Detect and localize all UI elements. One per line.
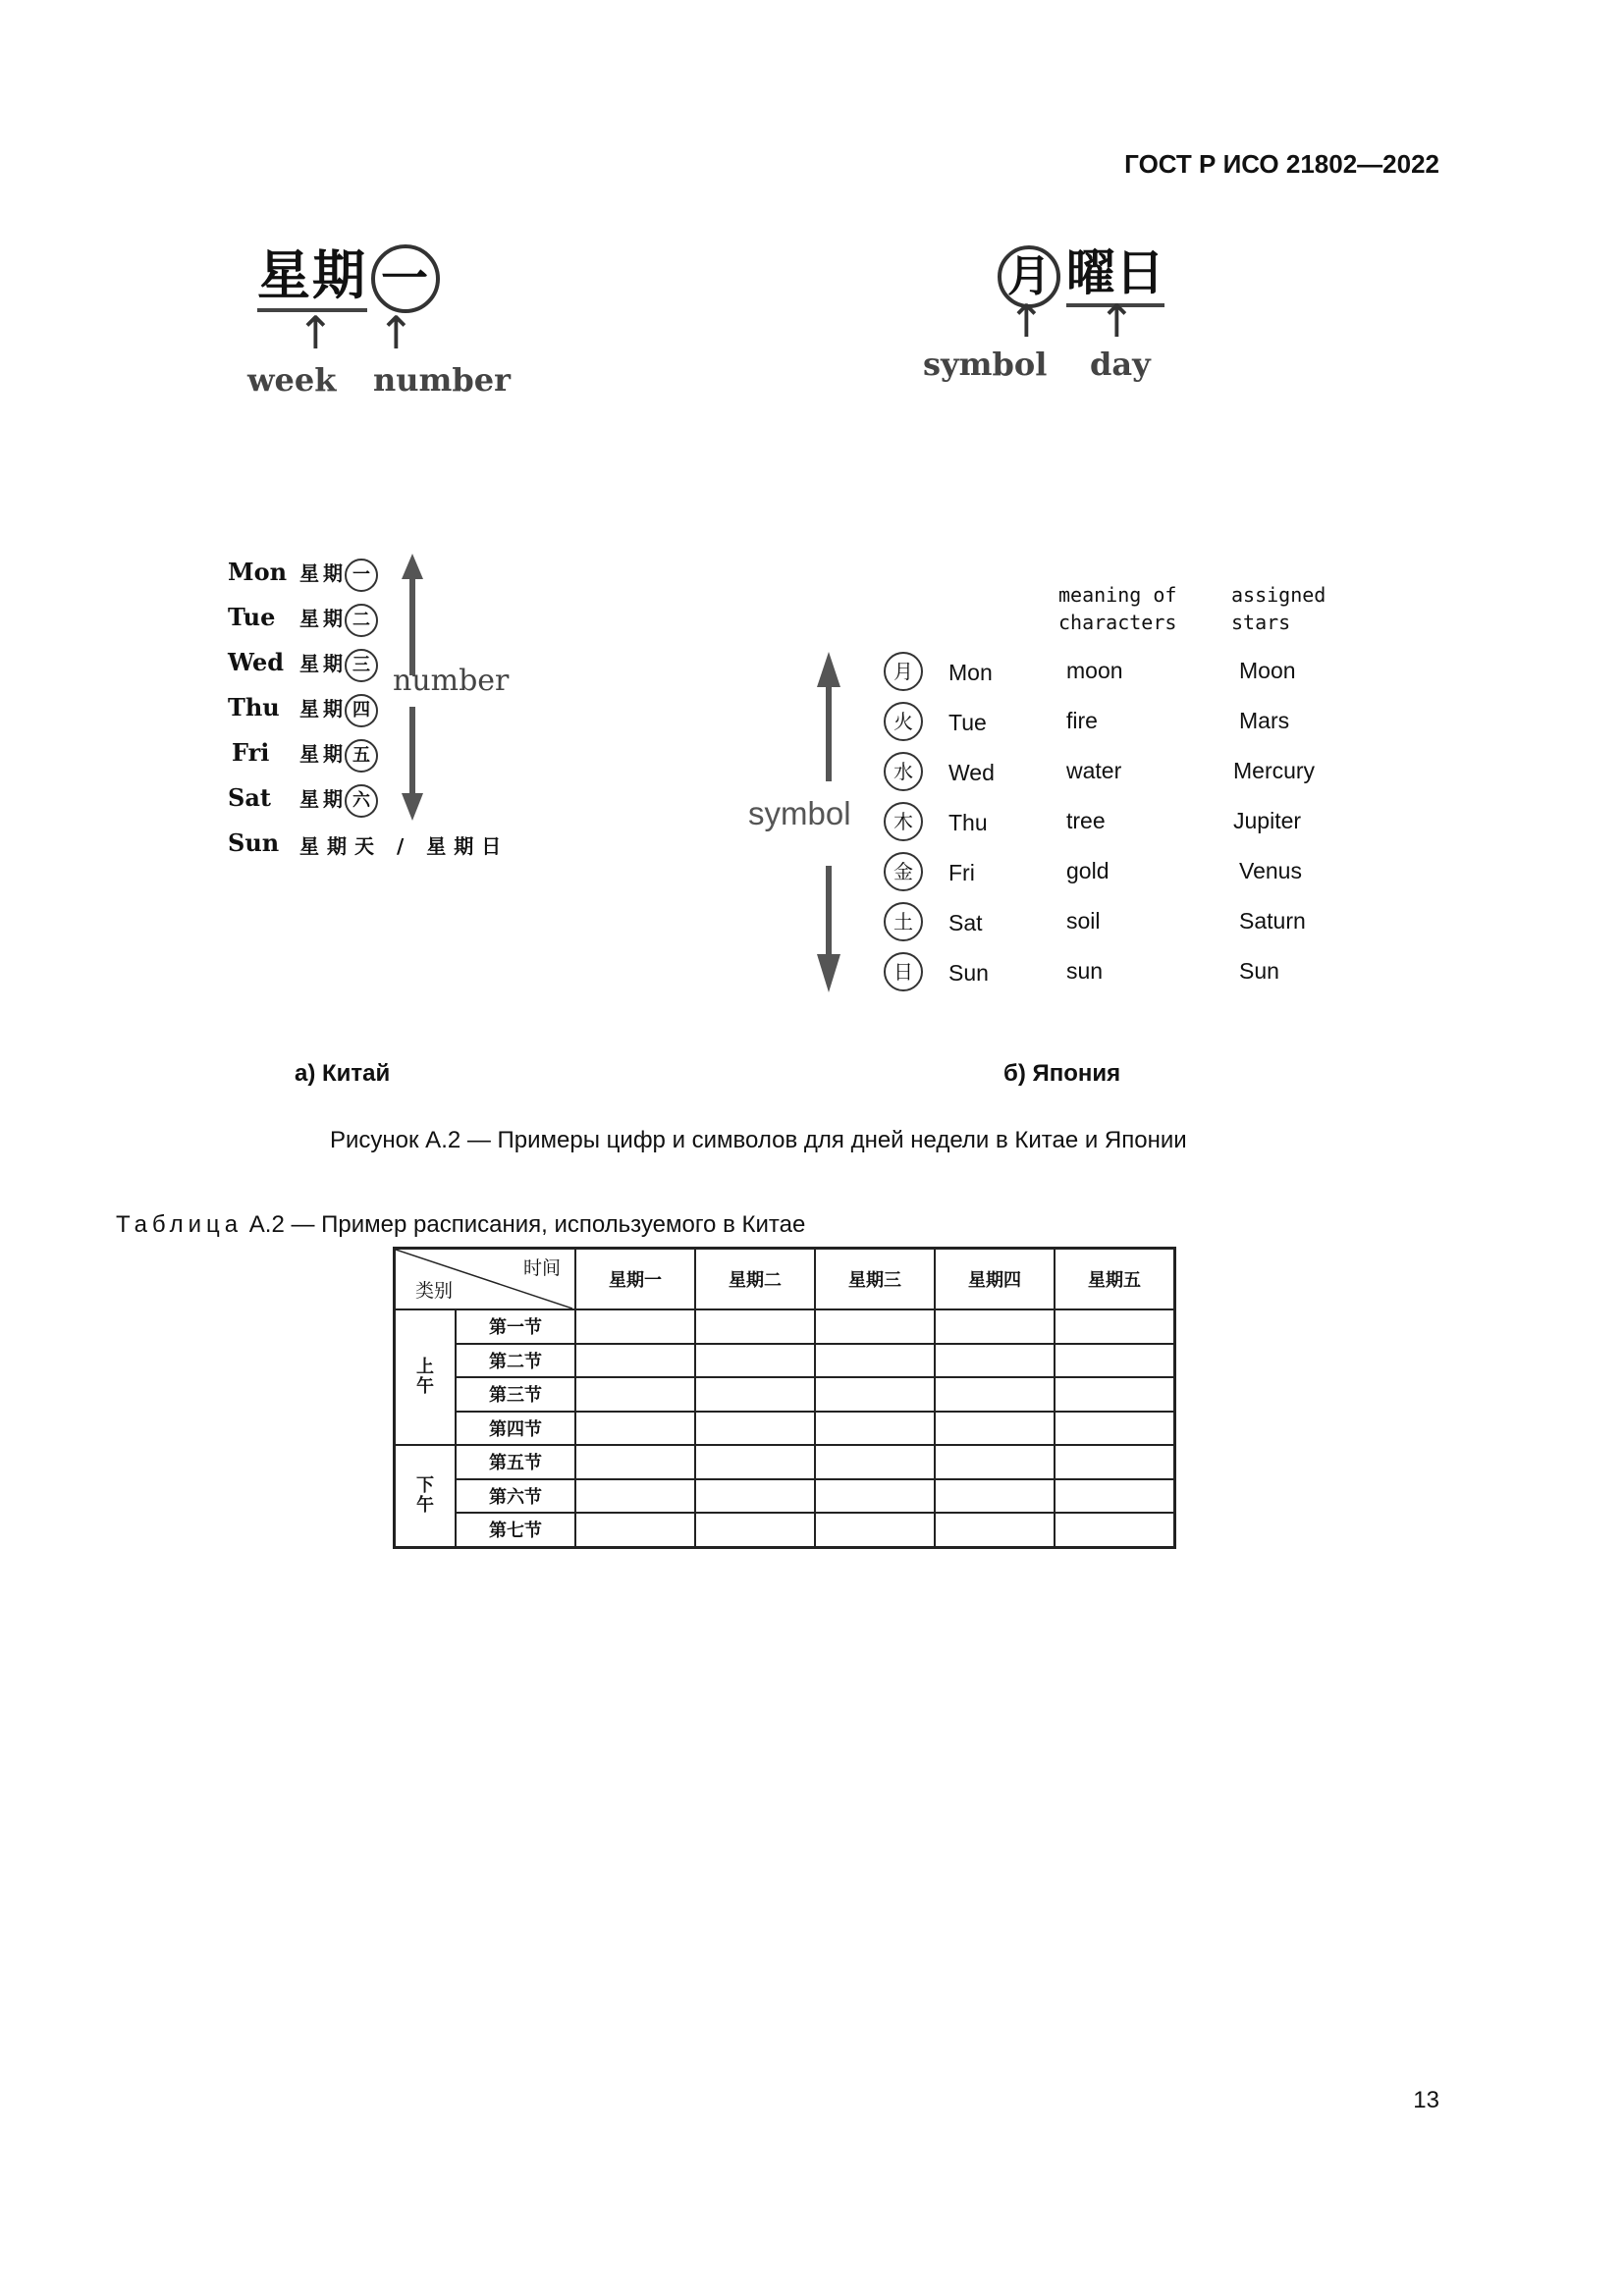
- period-label: 第七节: [456, 1513, 575, 1547]
- china-example-chars: [257, 234, 440, 313]
- schedule-cell: [695, 1479, 815, 1514]
- schedule-cell: [935, 1445, 1055, 1479]
- schedule-cell: [575, 1377, 695, 1412]
- page-number: 13: [1413, 2087, 1439, 2113]
- table-row: [395, 1309, 1175, 1344]
- cn-day-thu: Thu: [228, 693, 280, 721]
- schedule-cell: [575, 1412, 695, 1446]
- symbol-label: symbol: [923, 346, 1048, 383]
- schedule-cell: [815, 1309, 935, 1344]
- day-arrow-icon: ↑: [1098, 294, 1136, 347]
- day-label: day: [1090, 346, 1151, 383]
- jp-meaning: soil: [1066, 908, 1101, 934]
- table-row: [395, 1479, 1175, 1514]
- jp-meaning: sun: [1066, 958, 1104, 984]
- schedule-cell: [815, 1412, 935, 1446]
- schedule-cell: [815, 1513, 935, 1547]
- figure-caption: Рисунок А.2 — Примеры цифр и символов для дней недели в Китае и Японии: [330, 1127, 1187, 1153]
- schedule-cell: [695, 1344, 815, 1378]
- cn-chars: 星期: [299, 697, 347, 721]
- cn-number-circle: 六: [345, 784, 378, 818]
- cn-chars-row: [299, 558, 378, 592]
- schedule-cell: [695, 1513, 815, 1547]
- corner-time-label: 时间: [522, 1257, 561, 1279]
- cn-number-circle: 一: [345, 559, 378, 592]
- schedule-cell: [575, 1479, 695, 1514]
- jp-star: Jupiter: [1233, 808, 1302, 833]
- period-label: 第二节: [456, 1344, 575, 1378]
- schedule-cell: [575, 1309, 695, 1344]
- cn-number-circle: 四: [345, 694, 378, 727]
- schedule-cell: [695, 1412, 815, 1446]
- jp-meaning: gold: [1066, 858, 1110, 883]
- number-label: number: [373, 361, 511, 399]
- jp-symbol-circle: 月: [884, 652, 923, 691]
- day-header: 星期三: [815, 1249, 935, 1310]
- jp-axis-label: symbol: [748, 795, 851, 831]
- cn-chars: 星期: [299, 607, 347, 630]
- schedule-table: [393, 1247, 1176, 1549]
- table-row: [395, 1344, 1175, 1378]
- jp-star: Mercury: [1233, 758, 1316, 783]
- cn-chars-row: [299, 693, 378, 727]
- jp-symbol-circle: 金: [884, 852, 923, 891]
- col-meaning-header: meaning of characters: [1058, 583, 1177, 634]
- period-label: 第五节: [456, 1445, 575, 1479]
- cn-day-wed: Wed: [228, 648, 285, 676]
- schedule-cell: [935, 1344, 1055, 1378]
- cn-chars: 星期: [299, 787, 347, 811]
- jp-day: Tue: [948, 710, 987, 735]
- schedule-cell: [1055, 1344, 1175, 1378]
- cn-day-fri: Fri: [232, 738, 270, 767]
- jp-meaning: moon: [1066, 658, 1123, 683]
- jp-day: Sun: [948, 960, 989, 986]
- schedule-cell: [695, 1377, 815, 1412]
- table-caption-text: А.2 — Пример расписания, используемого в Китае: [243, 1211, 806, 1238]
- jp-symbol-circle: 日: [884, 952, 923, 991]
- cn-chars-row: [299, 783, 378, 818]
- schedule-cell: [815, 1479, 935, 1514]
- cn-day-tue: Tue: [228, 603, 276, 631]
- morning-label: 上 午: [395, 1309, 457, 1445]
- schedule-cell: [575, 1445, 695, 1479]
- col-stars-header: assigned stars: [1231, 583, 1326, 634]
- table-caption: [116, 1211, 805, 1239]
- jp-star: Mars: [1239, 708, 1290, 733]
- period-label: 第四节: [456, 1412, 575, 1446]
- cn-number-circle: 五: [345, 739, 378, 773]
- schedule-cell: [935, 1309, 1055, 1344]
- jp-day: Sat: [948, 910, 983, 935]
- schedule-cell: [575, 1344, 695, 1378]
- cn-sunday-chars: 星期天 / 星期日: [299, 834, 510, 858]
- number-arrow-icon: ↑: [377, 306, 415, 359]
- schedule-cell: [1055, 1445, 1175, 1479]
- jp-meaning: fire: [1066, 708, 1098, 733]
- jp-meaning: tree: [1066, 808, 1106, 833]
- period-label: 第一节: [456, 1309, 575, 1344]
- schedule-cell: [1055, 1412, 1175, 1446]
- schedule-cell: [575, 1513, 695, 1547]
- cn-axis-label: number: [393, 664, 510, 698]
- table-header-row: [395, 1249, 1175, 1310]
- symbol-circle: 月: [998, 245, 1060, 308]
- day-header: 星期五: [1055, 1249, 1175, 1310]
- period-label: 第三节: [456, 1377, 575, 1412]
- week-chars: 星期: [257, 244, 367, 312]
- jp-star: Moon: [1239, 658, 1296, 683]
- schedule-cell: [1055, 1377, 1175, 1412]
- table-caption-prefix: Таблица: [116, 1211, 244, 1238]
- schedule-cell: [1055, 1479, 1175, 1514]
- afternoon-label: 下 午: [395, 1445, 457, 1547]
- cn-chars: 星期: [299, 652, 347, 675]
- schedule-cell: [935, 1513, 1055, 1547]
- cn-number-circle: 二: [345, 604, 378, 637]
- table-row: [395, 1377, 1175, 1412]
- week-arrow-icon: ↑: [297, 306, 335, 359]
- jp-symbol-circle: 水: [884, 752, 923, 791]
- schedule-cell: [815, 1377, 935, 1412]
- schedule-cell: [1055, 1513, 1175, 1547]
- schedule-cell: [695, 1445, 815, 1479]
- corner-cell: [395, 1249, 576, 1310]
- cn-chars-row: [299, 648, 378, 682]
- jp-symbol-circle: 木: [884, 802, 923, 841]
- jp-day: Wed: [948, 760, 995, 785]
- jp-star: Sun: [1239, 958, 1279, 984]
- day-chars: 曜日: [1066, 244, 1164, 307]
- day-header: 星期二: [695, 1249, 815, 1310]
- cn-day-mon: Mon: [228, 558, 288, 586]
- week-label: week: [247, 361, 337, 399]
- schedule-cell: [695, 1309, 815, 1344]
- cn-number-circle: 三: [345, 649, 378, 682]
- jp-day: Fri: [948, 860, 975, 885]
- schedule-cell: [815, 1344, 935, 1378]
- schedule-cell: [935, 1377, 1055, 1412]
- jp-star: Saturn: [1239, 908, 1306, 934]
- cn-day-sun: Sun: [228, 828, 280, 857]
- symbol-arrow-icon: ↑: [1007, 294, 1046, 347]
- table-row: [395, 1445, 1175, 1479]
- jp-day: Mon: [948, 660, 993, 685]
- cn-chars: 星期: [299, 561, 347, 585]
- schedule-cell: [935, 1412, 1055, 1446]
- jp-symbol-circle: 土: [884, 902, 923, 941]
- cn-chars-row: [299, 738, 378, 773]
- period-label: 第六节: [456, 1479, 575, 1514]
- number-circle: 一: [371, 244, 440, 313]
- schedule-cell: [1055, 1309, 1175, 1344]
- cn-chars: 星期: [299, 742, 347, 766]
- cn-day-sat: Sat: [228, 783, 271, 812]
- jp-day: Thu: [948, 810, 988, 835]
- day-header: 星期一: [575, 1249, 695, 1310]
- subcaption-japan: б) Япония: [1003, 1060, 1121, 1087]
- schedule-cell: [815, 1445, 935, 1479]
- day-header: 星期四: [935, 1249, 1055, 1310]
- cn-chars-row: [299, 603, 378, 637]
- table-row: [395, 1412, 1175, 1446]
- jp-symbol-circle: 火: [884, 702, 923, 741]
- schedule-cell: [935, 1479, 1055, 1514]
- corner-category-label: 类别: [415, 1280, 454, 1302]
- jp-star: Venus: [1239, 858, 1302, 883]
- jp-meaning: water: [1066, 758, 1122, 783]
- subcaption-china: а) Китай: [295, 1060, 391, 1087]
- table-row: [395, 1513, 1175, 1547]
- document-id: ГОСТ Р ИСО 21802—2022: [1124, 149, 1439, 179]
